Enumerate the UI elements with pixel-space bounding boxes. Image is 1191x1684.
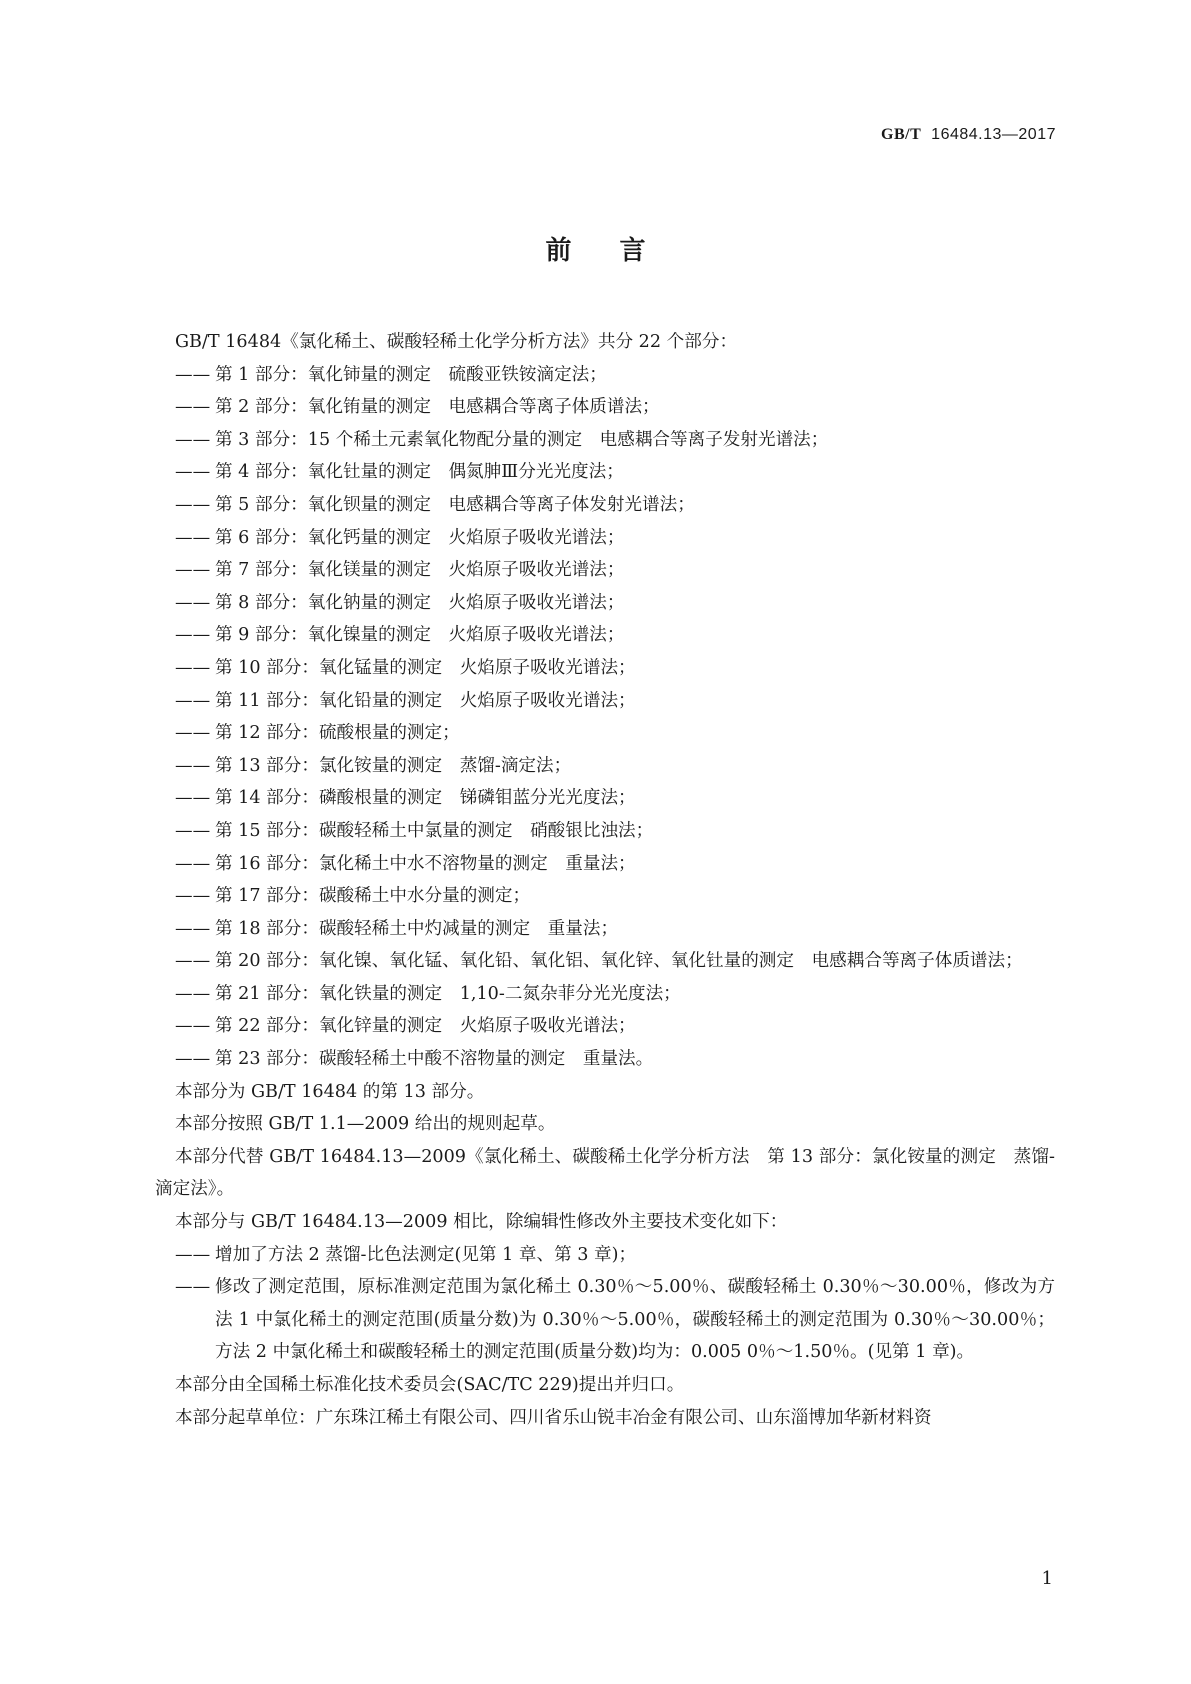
standard-code-number: 16484.13—2017 bbox=[931, 126, 1056, 143]
standard-code-prefix: GB/T bbox=[881, 126, 922, 143]
list-item: —— 第 2 部分：氧化铕量的测定 电感耦合等离子体质谱法； bbox=[175, 391, 1055, 424]
replacement-paragraph: 本部分代替 GB/T 16484.13—2009《氯化稀土、碳酸稀土化学分析方法 第 13 部分：氯化铵量的测定 蒸馏-滴定法》。 bbox=[155, 1146, 1055, 1200]
list-item: —— 第 12 部分：硫酸根量的测定； bbox=[175, 717, 1055, 750]
list-item: —— 第 8 部分：氧化钠量的测定 火焰原子吸收光谱法； bbox=[175, 587, 1055, 620]
dash: —— bbox=[175, 462, 211, 483]
list-item: —— 第 15 部分：碳酸轻稀土中氯量的测定 硝酸银比浊法； bbox=[175, 815, 1055, 848]
list-item: —— 第 9 部分：氧化镍量的测定 火焰原子吸收光谱法； bbox=[175, 619, 1055, 652]
dash: —— bbox=[175, 429, 211, 450]
dash: —— bbox=[175, 657, 211, 678]
dash: —— bbox=[175, 592, 211, 613]
dash: —— bbox=[175, 788, 211, 809]
list-item: —— 第 17 部分：碳酸稀土中水分量的测定； bbox=[175, 880, 1055, 913]
list-item: —— 第 5 部分：氧化钡量的测定 电感耦合等离子体发射光谱法； bbox=[175, 489, 1055, 522]
dash: —— bbox=[175, 397, 211, 418]
dash: —— bbox=[175, 918, 211, 939]
dash: —— bbox=[175, 364, 211, 385]
dash: —— bbox=[175, 983, 211, 1004]
changes-list bbox=[175, 1239, 1055, 1369]
list-item: —— 第 10 部分：氧化锰量的测定 火焰原子吸收光谱法； bbox=[175, 652, 1055, 685]
list-item: —— 第 21 部分：氧化铁量的测定 1,10-二氮杂菲分光光度法； bbox=[175, 978, 1055, 1011]
drafting-rules-paragraph: 本部分按照 GB/T 1.1—2009 给出的规则起草。 bbox=[175, 1114, 556, 1135]
dash: —— bbox=[175, 1049, 211, 1070]
dash: —— bbox=[175, 886, 211, 907]
dash: —— bbox=[175, 527, 211, 548]
dash: —— bbox=[175, 1016, 211, 1037]
page-number: 1 bbox=[1041, 1568, 1053, 1589]
list-item: —— 第 6 部分：氧化钙量的测定 火焰原子吸收光谱法； bbox=[175, 522, 1055, 555]
document-body bbox=[155, 326, 1055, 1434]
dash: —— bbox=[175, 723, 211, 744]
list-item: —— 第 3 部分：15 个稀土元素氧化物配分量的测定 电感耦合等离子发射光谱法； bbox=[175, 424, 1055, 457]
changes-intro-paragraph: 本部分与 GB/T 16484.13—2009 相比，除编辑性修改外主要技术变化如下： bbox=[175, 1212, 788, 1233]
list-item: —— 增加了方法 2 蒸馏-比色法测定(见第 1 章、第 3 章)； bbox=[175, 1239, 1055, 1272]
dash: —— bbox=[175, 853, 211, 874]
dash: —— bbox=[175, 494, 211, 515]
parts-list bbox=[175, 359, 1055, 1076]
list-item: —— 第 23 部分：碳酸轻稀土中酸不溶物量的测定 重量法。 bbox=[175, 1043, 1055, 1076]
drafting-units-paragraph: 本部分起草单位：广东珠江稀土有限公司、四川省乐山锐丰冶金有限公司、山东淄博加华新材料资 bbox=[175, 1407, 932, 1428]
list-item: —— 修改了测定范围，原标准测定范围为氯化稀土 0.30％～5.00％、碳酸轻稀土 0.30％～30.00％，修改为方法 1 中氯化稀土的测定范围(质量分数)为 0.30％～5.00％，碳酸轻稀土的测定范围为 0.30％～30.00％；方法 2 中氯化稀土和碳酸轻稀土的测定范围(质量分数)均为：0.005 0％～1.50％。(见第 1 章)。 bbox=[175, 1271, 1055, 1369]
list-item: —— 第 7 部分：氧化镁量的测定 火焰原子吸收光谱法； bbox=[175, 554, 1055, 587]
list-item: —— 第 1 部分：氧化铈量的测定 硫酸亚铁铵滴定法； bbox=[175, 359, 1055, 392]
part-number-paragraph: 本部分为 GB/T 16484 的第 13 部分。 bbox=[175, 1081, 485, 1102]
list-item: —— 第 16 部分：氯化稀土中水不溶物量的测定 重量法； bbox=[175, 848, 1055, 881]
list-item: —— 第 22 部分：氧化锌量的测定 火焰原子吸收光谱法； bbox=[175, 1010, 1055, 1043]
standard-code bbox=[881, 126, 1056, 144]
dash: —— bbox=[175, 1277, 211, 1298]
technical-committee-paragraph: 本部分由全国稀土标准化技术委员会(SAC/TC 229)提出并归口。 bbox=[175, 1375, 685, 1395]
intro-paragraph: GB/T 16484《氯化稀土、碳酸轻稀土化学分析方法》共分 22 个部分： bbox=[175, 332, 738, 352]
dash: —— bbox=[175, 560, 211, 581]
list-item: —— 第 13 部分：氯化铵量的测定 蒸馏-滴定法； bbox=[175, 750, 1055, 783]
dash: —— bbox=[175, 1244, 211, 1265]
list-item: —— 第 4 部分：氧化钍量的测定 偶氮胂Ⅲ分光光度法； bbox=[175, 456, 1055, 489]
dash: —— bbox=[175, 951, 211, 972]
dash: —— bbox=[175, 755, 211, 776]
dash: —— bbox=[175, 690, 211, 711]
page-title: 前言 bbox=[545, 236, 694, 266]
list-item: —— 第 11 部分：氧化铅量的测定 火焰原子吸收光谱法； bbox=[175, 685, 1055, 718]
list-item: —— 第 14 部分：磷酸根量的测定 锑磷钼蓝分光光度法； bbox=[175, 782, 1055, 815]
list-item: —— 第 20 部分：氧化镍、氧化锰、氧化铅、氧化铝、氧化锌、氧化钍量的测定 电感耦合等离子体质谱法； bbox=[175, 945, 1055, 978]
dash: —— bbox=[175, 820, 211, 841]
list-item: —— 第 18 部分：碳酸轻稀土中灼减量的测定 重量法； bbox=[175, 913, 1055, 946]
dash: —— bbox=[175, 625, 211, 646]
